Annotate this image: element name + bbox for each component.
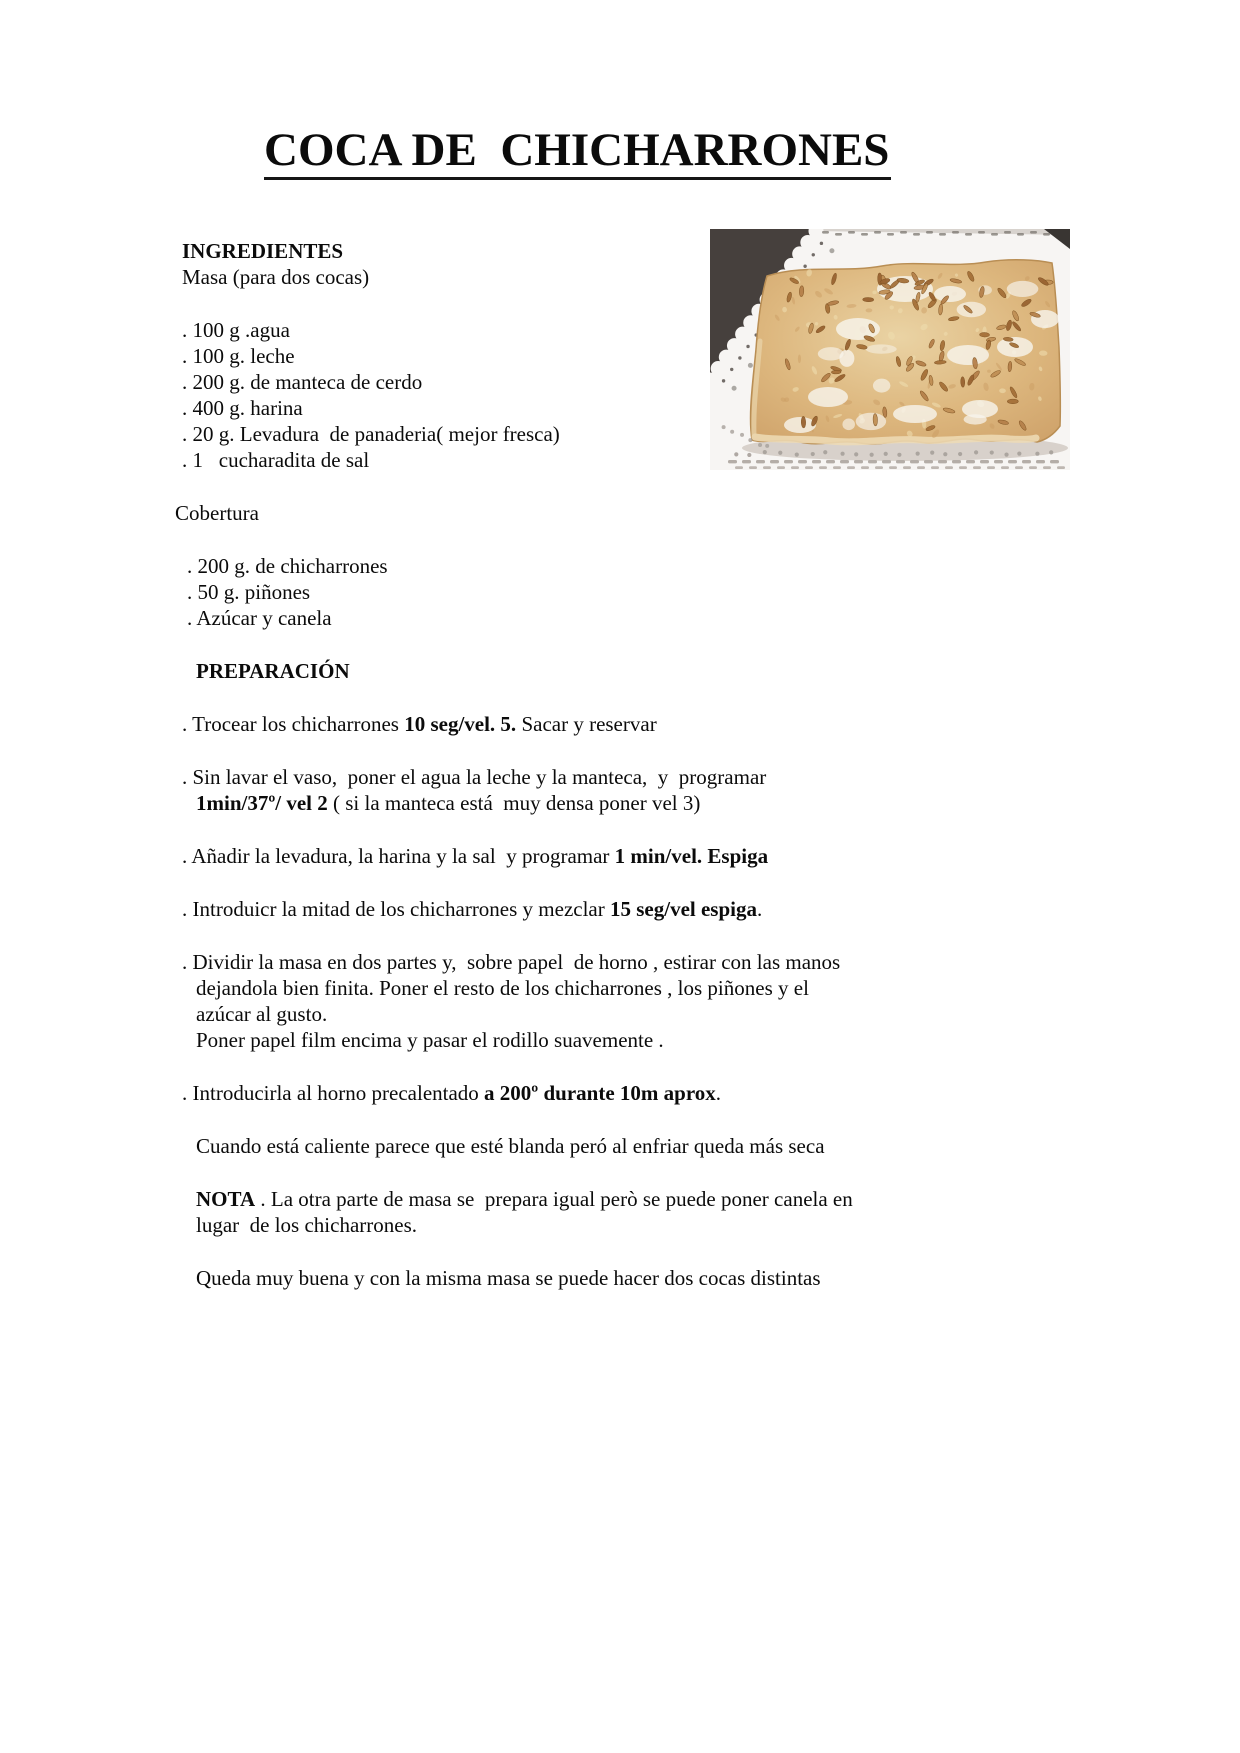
text-run: . Dividir la masa en dos partes y, sobre papel de horno , estirar con las manos [182,950,841,974]
text-run: Queda muy buena y con la misma masa se puede hacer dos cocas distintas [196,1266,821,1290]
text-run: . Trocear los chicharrones [182,712,405,736]
spacer [182,290,1162,317]
text-run: NOTA [196,1187,256,1211]
preparation-line [196,1212,1162,1238]
spacer [182,1053,1162,1080]
ingredient-line: . Azúcar y canela [187,606,332,630]
spacer [182,684,1162,711]
cobertura-heading: Cobertura [175,501,259,525]
text-run: azúcar al gusto. [196,1002,328,1026]
preparation-line [196,790,1162,816]
text-run: 10 seg/vel. 5. [404,712,517,736]
ingredient-line: . 200 g. de manteca de cerdo [182,370,423,394]
spacer [182,1238,1162,1265]
preparation-line [182,843,1162,869]
ingredient-line: . 400 g. harina [182,396,303,420]
text-run: Poner papel film encima y pasar el rodillo suavemente . [196,1028,664,1052]
text-run: . Añadir la levadura, la harina y la sal y programar [182,844,615,868]
text-run: . [757,897,763,921]
ingredient-line: . 100 g. leche [182,344,295,368]
text-run: . Sin lavar el vaso, poner el agua la leche y la manteca, y programar [182,765,767,789]
ingredient-line: . 200 g. de chicharrones [187,554,388,578]
preparation-line [182,949,1162,975]
text-run: lugar de los chicharrones. [196,1213,418,1237]
preparation-line [196,1001,1162,1027]
text-run: a 200º durante 10m aprox [484,1081,716,1105]
cobertura-ingredient-list [182,553,1162,631]
text-run: . Introducirla al horno precalentado [182,1081,485,1105]
preparation-line [196,975,1162,1001]
preparation-heading: PREPARACIÓN [196,659,350,683]
text-run: 1 min/vel. Espiga [614,844,769,868]
spacer [182,526,1162,553]
text-run: Sacar y reservar [516,712,657,736]
spacer [182,816,1162,843]
text-run: . Introduicr la mitad de los chicharrones y mezclar [182,897,610,921]
preparation-line [196,1265,1162,1291]
preparation-line [182,764,1162,790]
preparation-line [196,1186,1162,1212]
spacer [182,869,1162,896]
recipe-body [175,238,1162,1291]
text-run: 15 seg/vel espiga [610,897,757,921]
spacer [182,631,1162,658]
text-run: 1min/37º/ vel 2 [196,791,334,815]
preparation-line [196,1133,1162,1159]
text-run: Cuando está caliente parece que esté blanda peró al enfriar queda más seca [196,1134,825,1158]
masa-ingredient-list [182,317,1162,473]
preparation-steps [182,711,1162,1291]
ingredient-line: . 1 cucharadita de sal [182,448,370,472]
preparation-line [182,711,1162,737]
spacer [182,1159,1162,1186]
spacer [182,922,1162,949]
recipe-title: COCA DE CHICHARRONES [264,125,891,180]
text-run: . La otra parte de masa se prepara igual però se puede poner canela en [255,1187,853,1211]
preparation-line [182,896,1162,922]
ingredient-line: . 50 g. piñones [187,580,311,604]
ingredients-subheading: Masa (para dos cocas) [182,265,370,289]
text-run: dejandola bien finita. Poner el resto de los chicharrones , los piñones y el [196,976,809,1000]
text-run: . [715,1081,722,1105]
spacer [182,1106,1162,1133]
text-run: ( si la manteca está muy densa poner vel 3) [333,791,701,815]
ingredients-heading: INGREDIENTES [182,239,344,263]
spacer [182,737,1162,764]
ingredient-line: . 20 g. Levadura de panaderia( mejor fresca) [182,422,560,446]
preparation-line [196,1027,1162,1053]
preparation-line [182,1080,1162,1106]
ingredient-line: . 100 g .agua [182,318,290,342]
spacer [182,473,1162,500]
